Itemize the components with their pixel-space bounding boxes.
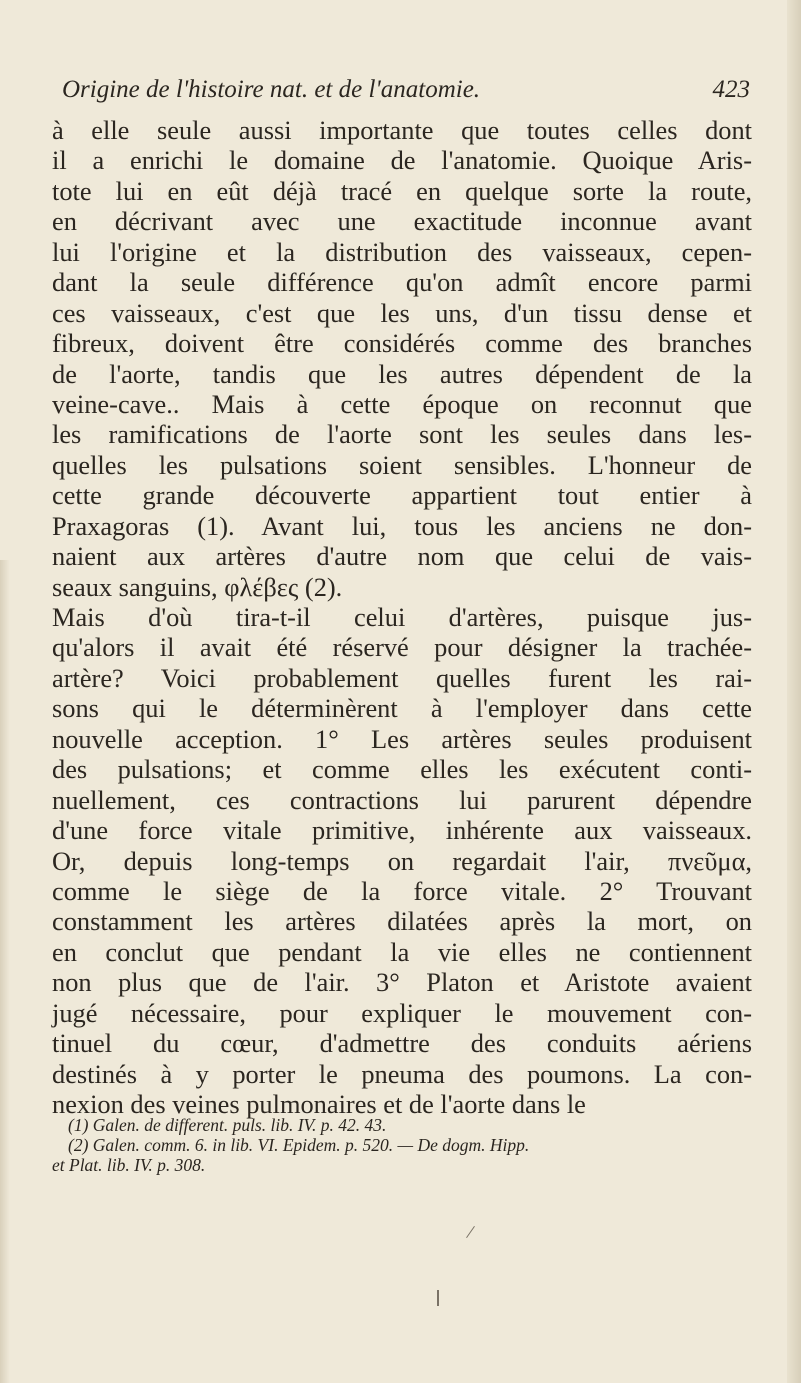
footnote: et Plat. lib. IV. p. 308. — [52, 1155, 206, 1175]
text-line: qu'alors il avait été réservé pour désigner la trachée- — [52, 632, 752, 663]
footnotes — [52, 1115, 752, 1175]
text-line: de l'aorte, tandis que les autres dépendent de la — [52, 358, 752, 389]
footnote: (1) Galen. de different. puls. lib. IV. p. 42. 43. — [68, 1115, 387, 1135]
text-line: il a enrichi le domaine de l'anatomie. Quoique Aris- — [52, 145, 752, 176]
text-line: dant la seule différence qu'on admît encore parmi — [52, 267, 752, 298]
text-line: cette grande découverte appartient tout entier à — [52, 480, 752, 511]
text-line: nexion des veines pulmonaires et de l'aorte dans le — [52, 1089, 586, 1119]
footnote: (2) Galen. comm. 6. in lib. VI. Epidem. p. 520. — De dogm. Hipp. — [68, 1135, 530, 1155]
text-line: naient aux artères d'autre nom que celui de vais- — [52, 541, 752, 572]
text-line: comme le siège de la force vitale. 2° Trouvant — [52, 875, 752, 906]
text-line: Mais d'où tira-t-il celui d'artères, puisque jus- — [52, 602, 752, 632]
text-line: artère? Voici probablement quelles furent les rai- — [52, 662, 752, 693]
text-line: destinés à y porter le pneuma des poumons. La con- — [52, 1058, 752, 1089]
text-line: lui l'origine et la distribution des vaisseaux, cepen- — [52, 236, 752, 267]
text-line: ces vaisseaux, c'est que les uns, d'un tissu dense et — [52, 297, 752, 328]
text-line: en conclut que pendant la vie elles ne contiennent — [52, 936, 752, 967]
text-line: seaux sanguins, φλέβες (2). — [52, 571, 343, 602]
text-line: en décrivant avec une exactitude inconnue avant — [52, 206, 752, 237]
text-line: fibreux, doivent être considérés comme des branches — [52, 328, 752, 359]
text-line: tote lui en eût déjà tracé en quelque sorte la route, — [52, 175, 752, 206]
text-line: constamment les artères dilatées après la mort, on — [52, 906, 752, 937]
text-line: nouvelle acception. 1° Les artères seules produisent — [52, 723, 752, 754]
running-title: Origine de l'histoire nat. et de l'anatomie. — [62, 76, 481, 103]
stray-mark — [437, 1290, 439, 1306]
text-line: des pulsations; et comme elles les exécutent conti- — [52, 754, 752, 785]
body-text — [52, 115, 752, 1119]
text-line: jugé nécessaire, pour expliquer le mouvement con- — [52, 997, 752, 1028]
text-line: d'une force vitale primitive, inhérente aux vaisseaux. — [52, 815, 752, 846]
text-line: veine-cave.. Mais à cette époque on reconnut que — [52, 388, 752, 419]
text-line: les ramifications de l'aorte sont les seules dans les- — [52, 419, 752, 450]
running-header — [62, 70, 752, 110]
page-gutter-shadow — [0, 560, 10, 1383]
page-edge-shadow — [787, 0, 801, 1383]
text-line: Praxagoras (1). Avant lui, tous les anciens ne don- — [52, 510, 752, 541]
text-line: nuellement, ces contractions lui parurent dépendre — [52, 784, 752, 815]
text-line: sons qui le déterminèrent à l'employer dans cette — [52, 693, 752, 724]
text-line: non plus que de l'air. 3° Platon et Aristote avaient — [52, 967, 752, 998]
text-line: quelles les pulsations soient sensibles. L'honneur de — [52, 449, 752, 480]
text-line: tinuel du cœur, d'admettre des conduits aériens — [52, 1028, 752, 1059]
stray-mark — [466, 1226, 475, 1238]
text-line: Or, depuis long-temps on regardait l'air, πνεῦμα, — [52, 845, 752, 876]
text-line: à elle seule aussi importante que toutes celles dont — [52, 115, 752, 145]
page-number: 423 — [712, 76, 750, 103]
